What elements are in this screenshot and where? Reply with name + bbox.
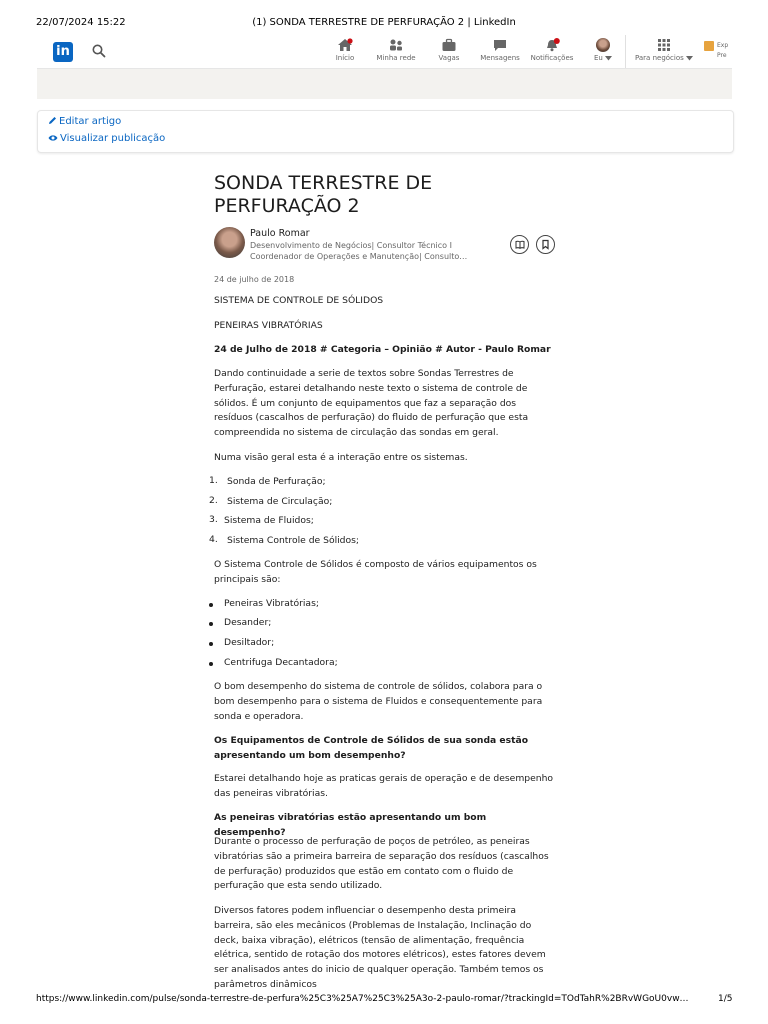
subheader-bar — [37, 69, 732, 99]
nav-home[interactable] — [317, 38, 373, 62]
list-item-number: 4. — [209, 534, 218, 545]
edit-article-label: Editar artigo — [59, 116, 122, 127]
eye-icon — [48, 134, 58, 142]
list-item: Peneiras Vibratórias; — [224, 598, 319, 609]
nav-messages[interactable] — [472, 38, 528, 62]
question-heading: As peneiras vibratórias estão apresentando um bom desempenho? — [214, 812, 487, 838]
nav-me[interactable] — [575, 38, 631, 62]
author-avatar[interactable] — [214, 227, 245, 258]
print-page-number: 1/5 — [718, 994, 733, 1004]
nav-home-label: Início — [335, 54, 355, 62]
list-item: Sistema de Circulação; — [227, 496, 333, 507]
premium-promo[interactable] — [704, 41, 734, 60]
author-name[interactable]: Paulo Romar — [250, 228, 310, 239]
paragraph: Estarei detalhando hoje as praticas gerais de operação e de desempenho das peneiras vibratórias. — [214, 773, 554, 799]
premium-icon — [704, 41, 714, 51]
print-page-title: (1) SONDA TERRESTRE DE PERFURAÇÃO 2 | LinkedIn — [252, 17, 516, 28]
article-actions-panel — [37, 110, 734, 153]
list-item: Sonda de Perfuração; — [227, 476, 326, 487]
article-title: SONDA TERRESTRE DE PERFURAÇÃO 2 — [214, 172, 433, 217]
nav-notifications[interactable] — [524, 38, 580, 62]
article-byline: 24 de Julho de 2018 # Categoria – Opinião # Autor - Paulo Romar — [214, 344, 551, 355]
notification-badge-count: 1 — [565, 37, 570, 44]
list-item: Sistema de Fluidos; — [224, 515, 314, 526]
edit-article-link[interactable] — [48, 116, 121, 127]
top-navbar — [37, 35, 732, 69]
book-icon — [515, 240, 525, 249]
nav-jobs[interactable] — [421, 38, 477, 62]
nav-network-label: Minha rede — [376, 54, 416, 62]
nav-business[interactable] — [633, 38, 695, 62]
nav-me-label: Eu — [593, 54, 603, 62]
list-item: Desiltador; — [224, 637, 275, 648]
home-icon — [337, 38, 353, 52]
paragraph: O bom desempenho do sistema de controle de sólidos, colabora para o bom desempenho para o sistema de Fluidos e consequentemente para sonda e operadora. — [214, 681, 543, 722]
print-url: https://www.linkedin.com/pulse/sonda-terrestre-de-perfura%25C3%25A7%25C3%25A3o-2-paulo-romar/?trackingId=TOdTahR%2BRvWGoU0vw… — [36, 994, 689, 1004]
message-icon — [492, 38, 508, 52]
bullet-dot — [209, 603, 213, 607]
list-item-number: 1. — [209, 475, 218, 486]
nav-jobs-label: Vagas — [438, 54, 460, 62]
pencil-icon — [48, 116, 57, 125]
list-item: Desander; — [224, 617, 272, 628]
bullet-dot — [209, 662, 213, 666]
linkedin-logo[interactable]: in — [53, 42, 73, 62]
paragraph: Diversos fatores podem influenciar o desempenho desta primeira barreira, são eles mecânicos (Problemas de Instalação, Inclinação do deck, baixa vibração), elétricos (tensão de alimentação, frequência elétrica, sentido de rotação dos motores elétricos), estes fatores devem ser analisados antes do inicio de qualquer operação. Também temos os parâmetros dinâmicos — [214, 905, 546, 990]
chevron-down-icon — [686, 56, 693, 61]
paragraph: Dando continuidade a serie de textos sobre Sondas Terrestres de Perfuração, estarei detalhando neste texto o sistema de controle de sólidos. É um conjunto de equipamentos que faz a separação dos resíduos (cascalhos de perfuração) do fluido de perfuração que esta compreendida no sistema de circulação das sondas em geral. — [214, 368, 529, 439]
print-datetime: 22/07/2024 15:22 — [36, 17, 126, 28]
section-subheading: PENEIRAS VIBRATÓRIAS — [214, 320, 323, 331]
nav-messages-label: Mensagens — [480, 54, 520, 62]
article-date: 24 de julho de 2018 — [214, 275, 295, 284]
search-icon[interactable] — [91, 43, 107, 59]
bookmark-icon — [541, 240, 550, 249]
list-item-number: 3. — [209, 514, 218, 525]
list-item: Centrifuga Decantadora; — [224, 657, 338, 668]
bullet-dot — [209, 642, 213, 646]
list-item-number: 2. — [209, 495, 218, 506]
paragraph: Numa visão geral esta é a interação entre os sistemas. — [214, 452, 468, 463]
paragraph: Durante o processo de perfuração de poços de petróleo, as peneiras vibratórias são a primeira barreira de separação dos resíduos (cascalhos de perfuração) produzidos que estão em contato com o fluido de perfuração que esta sendo utilizado. — [214, 836, 549, 892]
nav-business-label: Para negócios — [634, 54, 684, 62]
grid-icon — [656, 38, 672, 52]
nav-network[interactable] — [368, 38, 424, 62]
paragraph: O Sistema Controle de Sólidos é composto de vários equipamentos os principais são: — [214, 559, 537, 585]
bullet-dot — [209, 622, 213, 626]
view-post-link[interactable] — [48, 133, 165, 144]
question-heading: Os Equipamentos de Controle de Sólidos de sua sonda estão apresentando um bom desempenho? — [214, 735, 529, 761]
chevron-down-icon — [605, 56, 612, 61]
profile-avatar — [596, 38, 610, 52]
premium-line2: Pre — [717, 52, 727, 59]
list-item: Sistema Controle de Sólidos; — [227, 535, 360, 546]
save-bookmark-button[interactable] — [536, 235, 555, 254]
network-icon — [388, 38, 404, 52]
briefcase-icon — [441, 38, 457, 52]
bell-icon — [544, 38, 560, 52]
section-heading: SISTEMA DE CONTROLE DE SÓLIDOS — [214, 295, 384, 306]
nav-notifications-label: Notificações — [530, 54, 574, 62]
nav-divider — [625, 35, 626, 68]
read-button[interactable] — [510, 235, 529, 254]
premium-line1: Exp — [717, 42, 729, 49]
author-headline: Desenvolvimento de Negócios| Consultor Técnico I Coordenador de Operações e Manutenção| Consulto… — [250, 241, 468, 261]
view-post-label: Visualizar publicação — [60, 133, 166, 144]
